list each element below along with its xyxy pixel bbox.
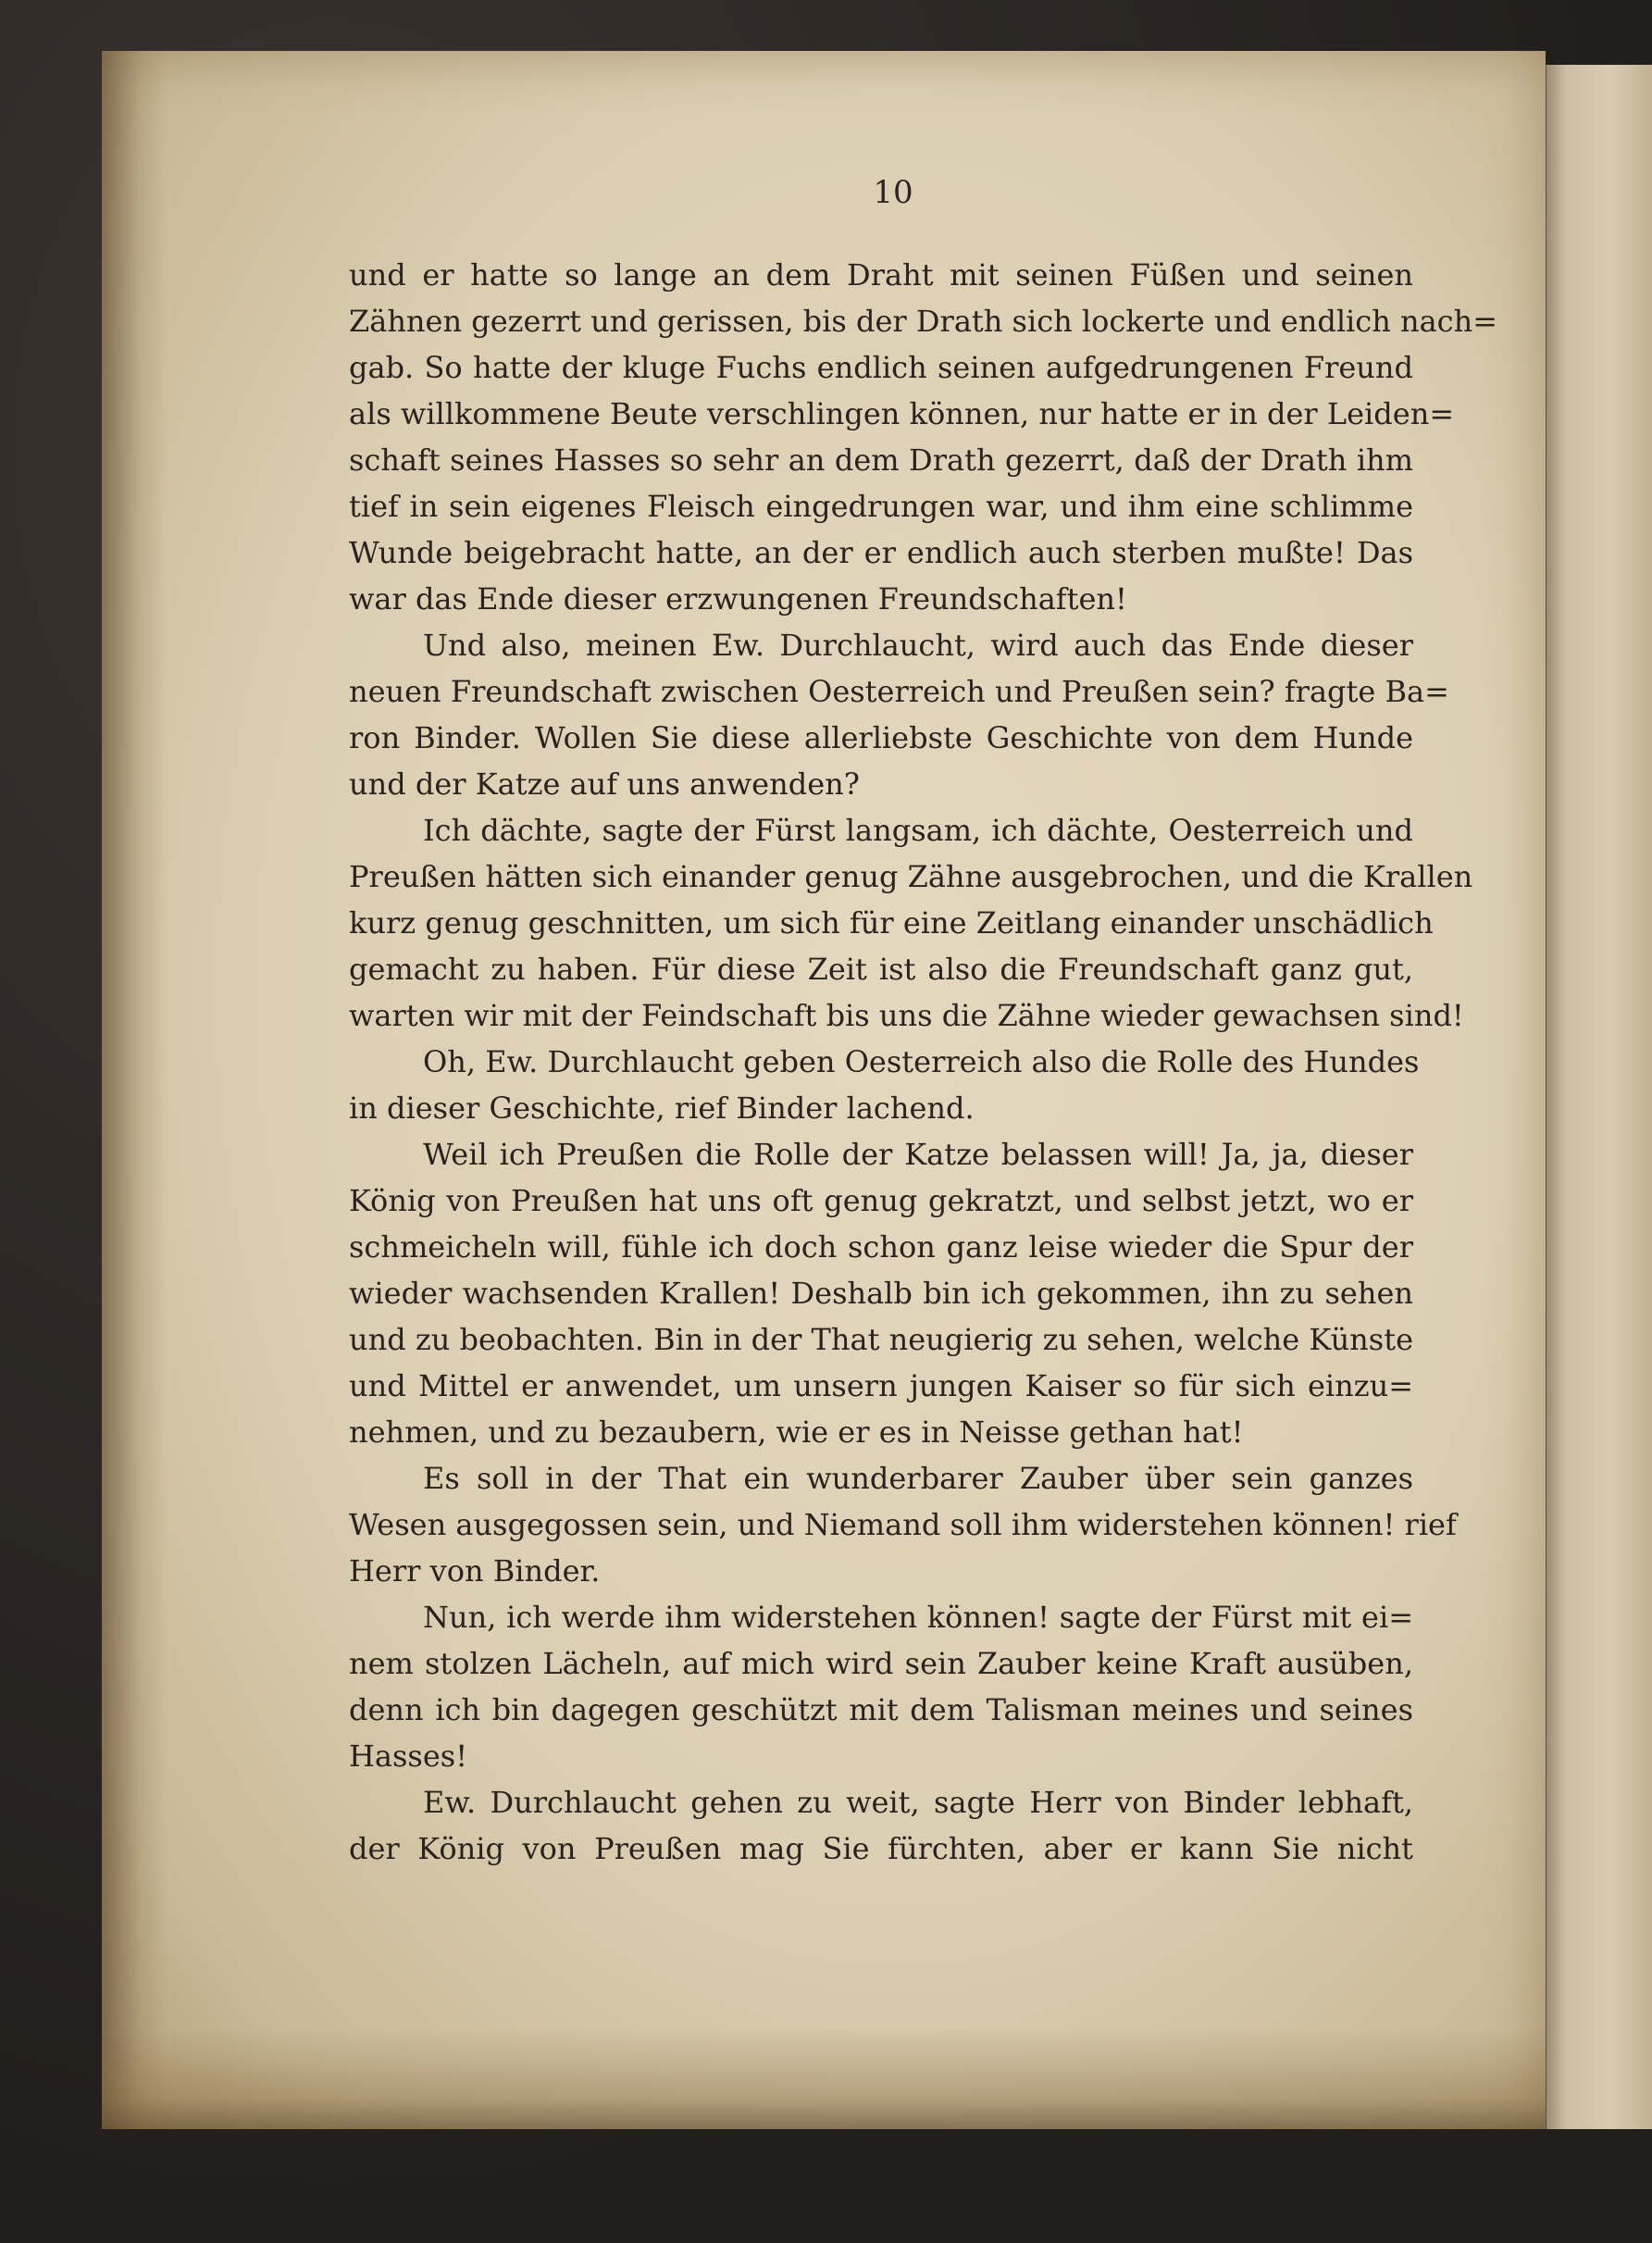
text-line: der König von Preußen mag Sie fürchten, aber er kann Sie nicht [349, 1831, 1413, 1866]
adjacent-page-edge [1544, 65, 1652, 2129]
text-line: Hasses! [349, 1738, 468, 1774]
text-line: König von Preußen hat uns oft genug gekratzt, und selbst jetzt, wo er [349, 1183, 1413, 1218]
text-line: ron Binder. Wollen Sie diese allerliebste Geschichte von dem Hunde [349, 720, 1413, 755]
text-line: war das Ende dieser erzwungenen Freundschaften! [349, 581, 1127, 617]
text-line: nem stolzen Lächeln, auf mich wird sein Zauber keine Kraft ausüben, [349, 1646, 1413, 1681]
text-line: tief in sein eigenes Fleisch eingedrungen war, und ihm eine schlimme [349, 489, 1413, 524]
text-line: Oh, Ew. Durchlaucht geben Oesterreich also die Rolle des Hundes [423, 1044, 1420, 1079]
text-line: und er hatte so lange an dem Draht mit seinen Füßen und seinen [349, 257, 1413, 293]
text-line: Zähnen gezerrt und gerissen, bis der Drath sich lockerte und endlich nach= [349, 304, 1498, 339]
text-line: Wesen ausgegossen sein, und Niemand soll ihm widerstehen können! rief [349, 1507, 1457, 1542]
text-line: neuen Freundschaft zwischen Oesterreich und Preußen sein? fragte Ba= [349, 674, 1449, 709]
text-line: warten wir mit der Feindschaft bis uns die Zähne wieder gewachsen sind! [349, 998, 1464, 1033]
text-line: und zu beobachten. Bin in der That neugierig zu sehen, welche Künste [349, 1322, 1413, 1357]
text-line: Wunde beigebracht hatte, an der er endlich auch sterben mußte! Das [349, 535, 1413, 570]
page-number: 10 [873, 174, 913, 211]
text-line: gemacht zu haben. Für diese Zeit ist also die Freundschaft ganz gut, [349, 952, 1413, 987]
text-line: Ew. Durchlaucht gehen zu weit, sagte Herr von Binder lebhaft, [423, 1785, 1413, 1820]
text-line: nehmen, und zu bezaubern, wie er es in Neisse gethan hat! [349, 1414, 1244, 1450]
text-line: wieder wachsenden Krallen! Deshalb bin ich gekommen, ihn zu sehen [349, 1276, 1413, 1311]
text-line: gab. So hatte der kluge Fuchs endlich seinen aufgedrungenen Freund [349, 350, 1413, 385]
text-line: und Mittel er anwendet, um unsern jungen Kaiser so für sich einzu= [349, 1368, 1413, 1403]
text-line: Herr von Binder. [349, 1553, 601, 1589]
text-line: schaft seines Hasses so sehr an dem Drath gezerrt, daß der Drath ihm [349, 442, 1413, 478]
text-line: Es soll in der That ein wunderbarer Zauber über sein ganzes [423, 1461, 1413, 1496]
text-line: und der Katze auf uns anwenden? [349, 766, 860, 802]
text-line: Und also, meinen Ew. Durchlaucht, wird auch das Ende dieser [423, 628, 1413, 663]
text-line: Weil ich Preußen die Rolle der Katze belassen will! Ja, ja, dieser [423, 1137, 1413, 1172]
page-bottom-wear [102, 2027, 1546, 2129]
text-line: kurz genug geschnitten, um sich für eine Zeitlang einander unschädlich [349, 905, 1434, 941]
body-text [349, 252, 1498, 1872]
text-line: denn ich bin dagegen geschützt mit dem Talisman meines und seines [349, 1692, 1413, 1727]
text-line: in dieser Geschichte, rief Binder lachend. [349, 1090, 975, 1126]
text-line: Preußen hätten sich einander genug Zähne ausgebrochen, und die Krallen [349, 859, 1473, 894]
text-line: als willkommene Beute verschlingen können, nur hatte er in der Leiden= [349, 396, 1455, 431]
text-line: Ich dächte, sagte der Fürst langsam, ich dächte, Oesterreich und [423, 813, 1413, 848]
text-line: Nun, ich werde ihm widerstehen können! sagte der Fürst mit ei= [423, 1600, 1413, 1635]
page-binding-shadow [102, 51, 167, 2129]
text-line: schmeicheln will, fühle ich doch schon ganz leise wieder die Spur der [349, 1229, 1413, 1265]
